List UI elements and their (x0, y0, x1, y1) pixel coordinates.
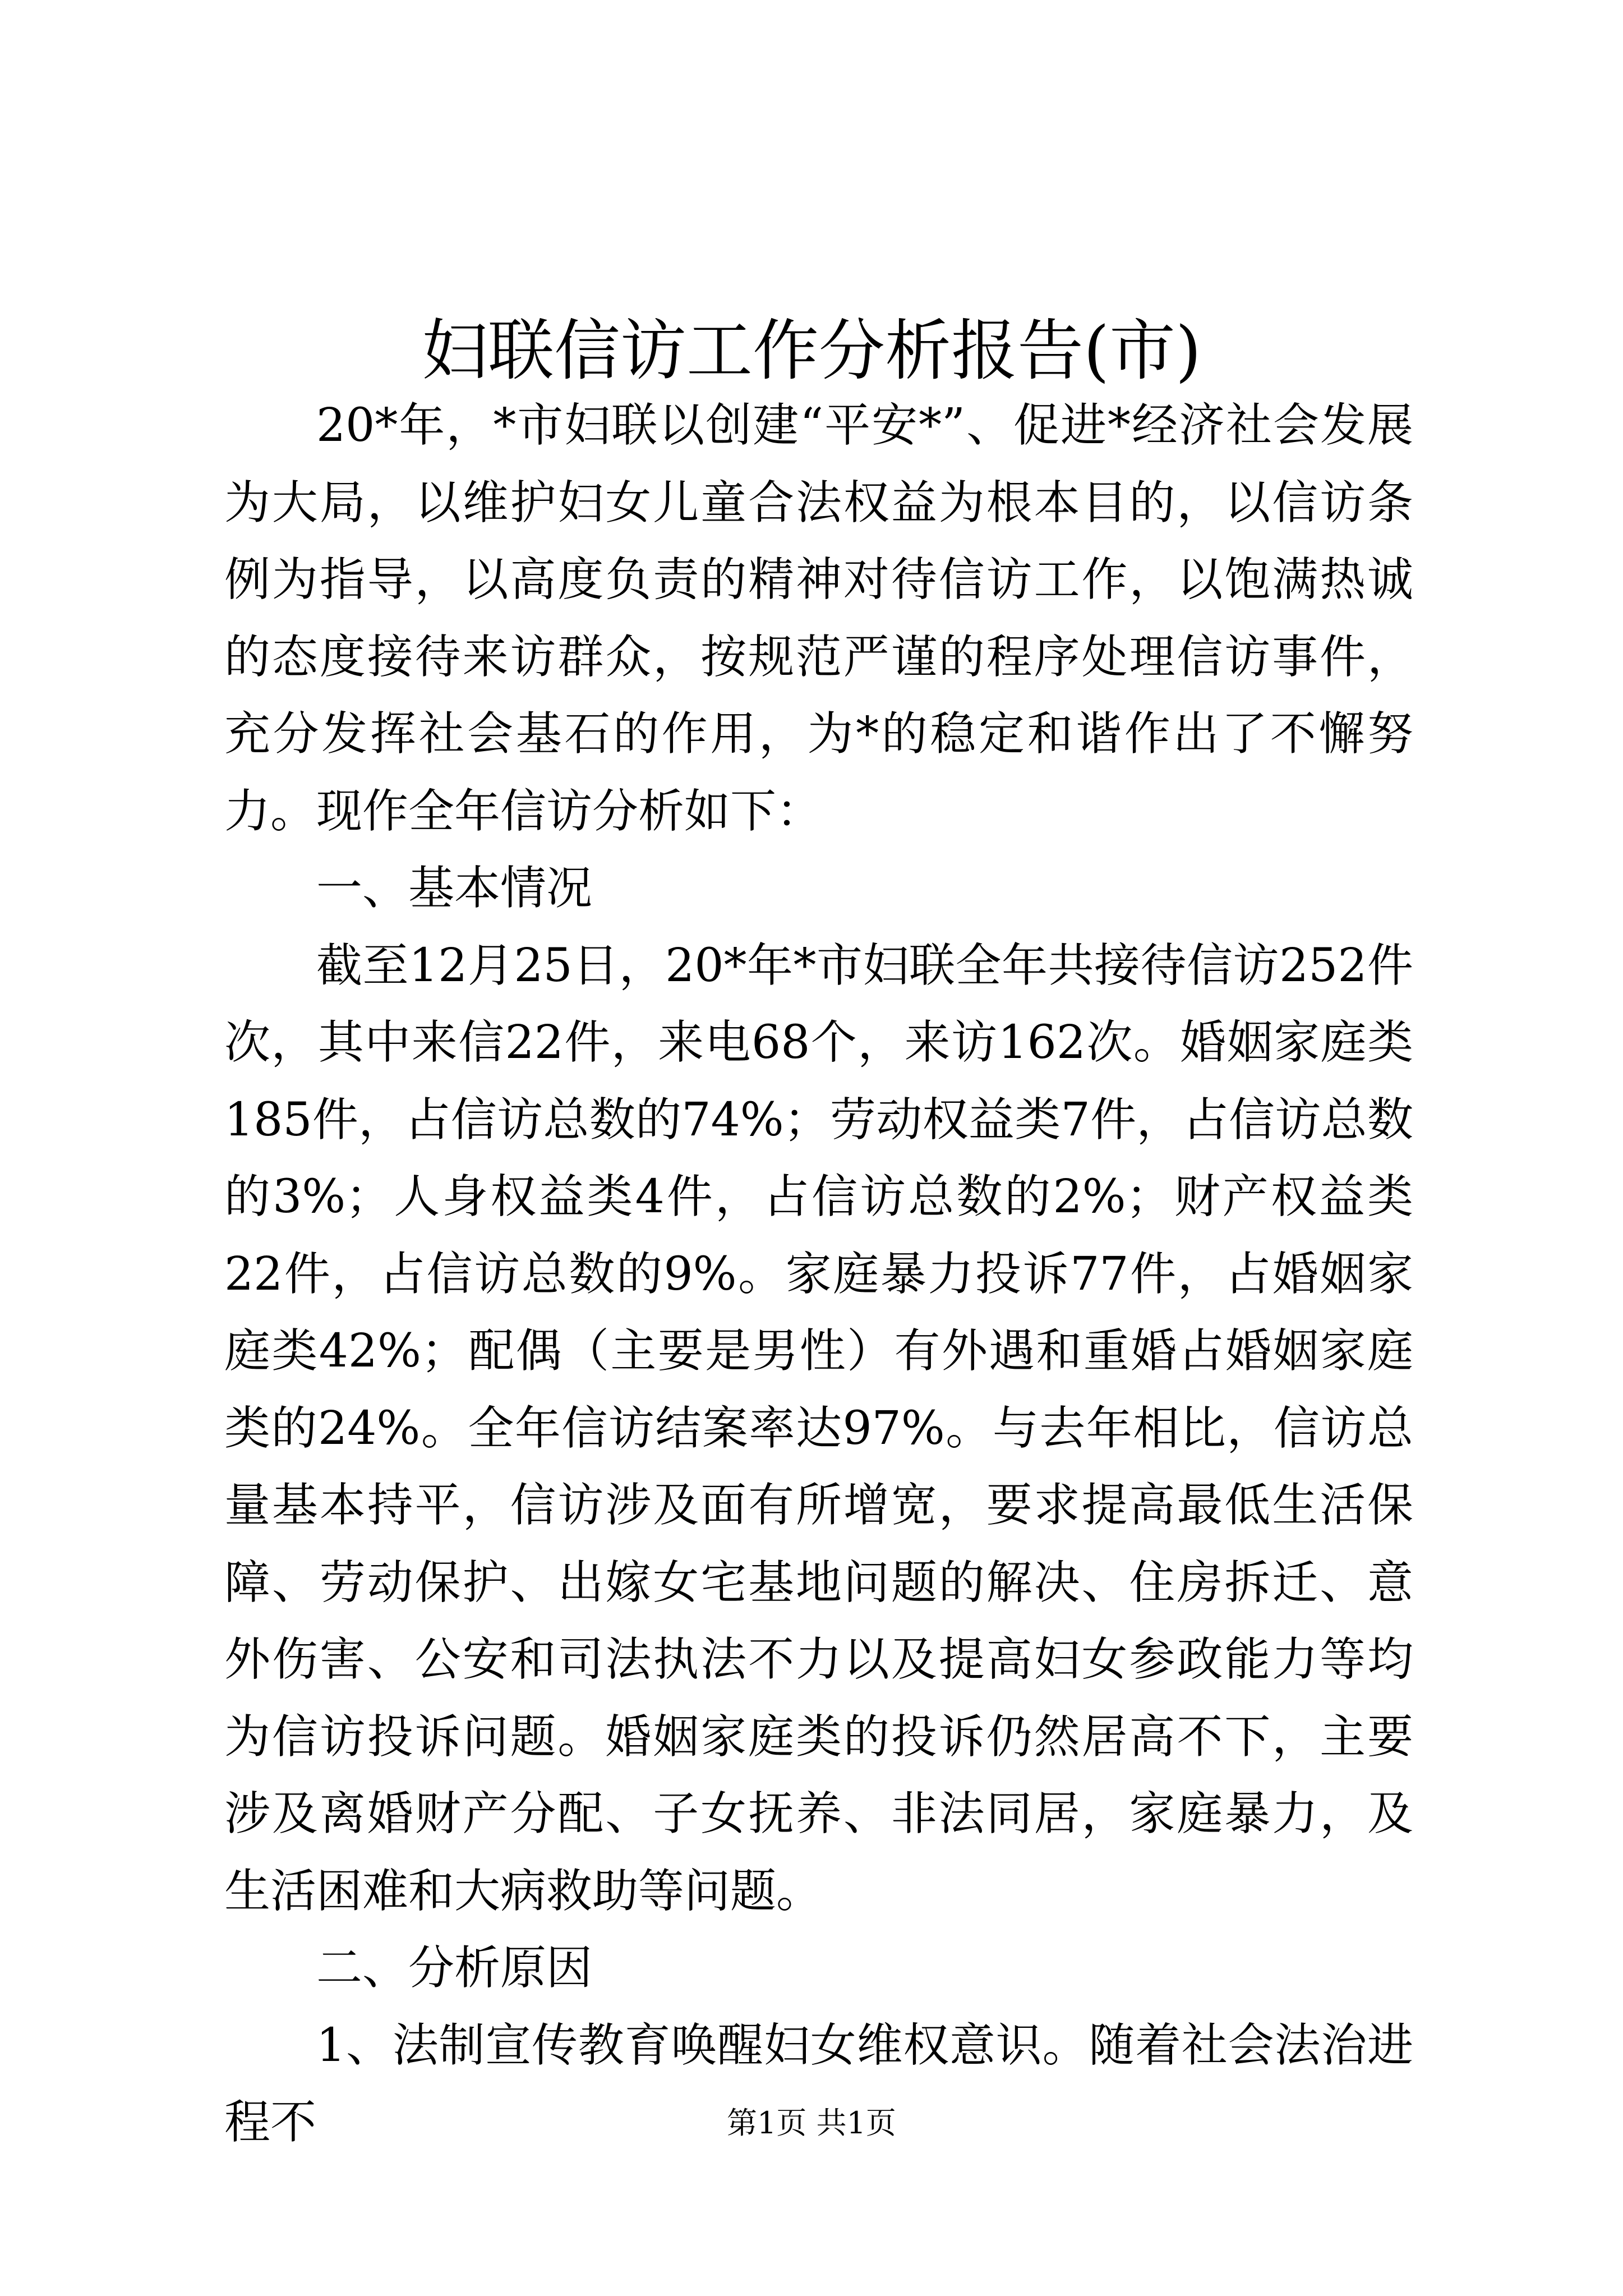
section-heading-basic-situation: 一、基本情况 (316, 862, 593, 915)
section-heading-analysis-causes: 二、分析原因 (316, 1941, 593, 1995)
document-body (224, 387, 1413, 2161)
document-title: 妇联信访工作分析报告(市) (421, 312, 1202, 389)
basic-situation-paragraph: 截至12月25日，20*年*市妇联全年共接待信访252件次，其中来信22件，来电68个，来访162次。婚姻家庭类185件，占信访总数的74%；劳动权益类7件，占信访总数的3%；人身权益类4件，占信访总数的2%；财产权益类22件，占信访总数的9%。家庭暴力投诉77件，占婚姻家庭类42%；配偶（主要是男性）有外遇和重婚占婚姻家庭类的24%。全年信访结案率达97%。与去年相比，信访总量基本持平，信访涉及面有所增宽，要求提高最低生活保障、劳动保护、出嫁女宅基地问题的解决、住房拆迁、意外伤害、公安和司法执法不力以及提高妇女参政能力等均为信访投诉问题。婚姻家庭类的投诉仍然居高不下，主要涉及离婚财产分配、子女抚养、非法同居，家庭暴力，及生活困难和大病救助等问题。 (224, 938, 1413, 1918)
intro-paragraph: 20*年，*市妇联以创建“平安*”、促进*经济社会发展为大局，以维护妇女儿童合法权益为根本目的，以信访条例为指导，以高度负责的精神对待信访工作，以饱满热诚的态度接待来访群众，按规范严谨的程序处理信访事件，充分发挥社会基石的作用，为*的稳定和谐作出了不懈努力。现作全年信访分析如下： (224, 399, 1413, 838)
analysis-item-1-paragraph: 1、法制宣传教育唤醒妇女维权意识。随着社会法治进程不 (224, 2018, 1413, 2149)
page-number-footer: 第1页 共1页 (727, 2105, 896, 2141)
